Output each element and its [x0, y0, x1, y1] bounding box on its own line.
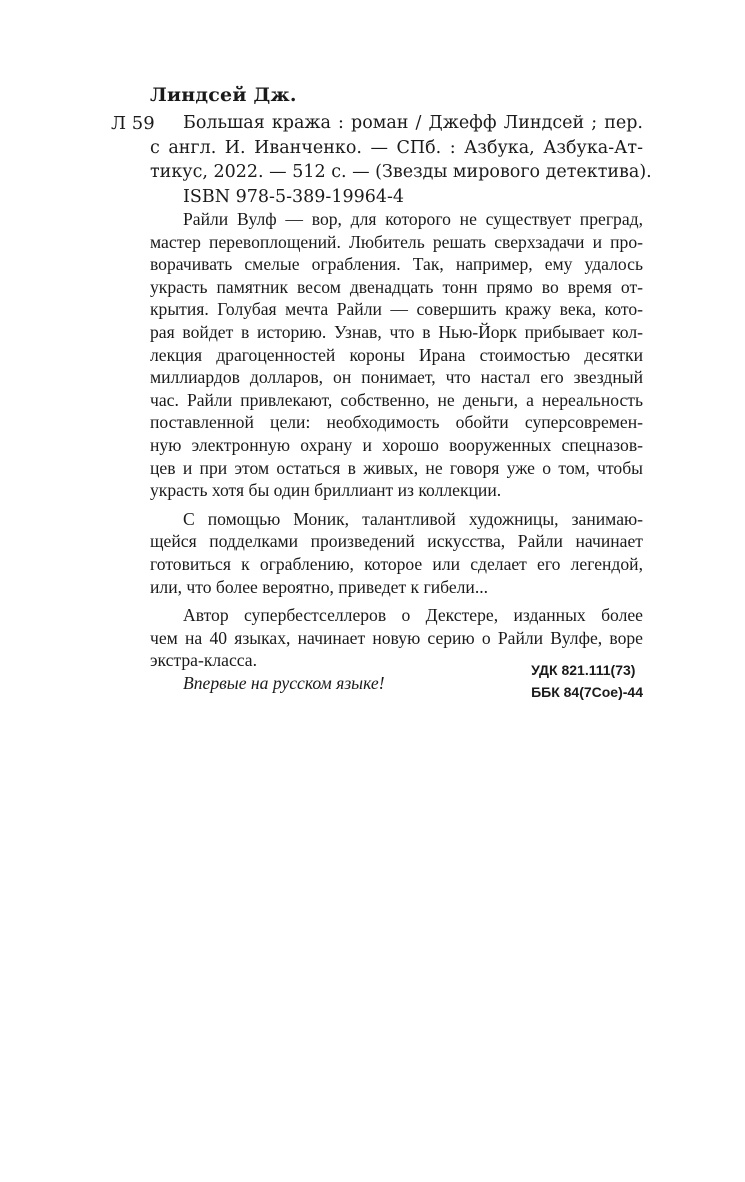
- classification-codes: [531, 659, 643, 703]
- catalog-code: Л 59: [111, 113, 155, 134]
- annotation: [150, 208, 643, 694]
- annotation-line: С помощью Моник, талантливой художницы, занимаю-: [183, 508, 643, 529]
- annotation-line: или, что более вероятно, приведет к гибели...: [150, 576, 489, 597]
- bibliographic-record: [150, 111, 652, 209]
- bib-line: тикус, 2022. — 512 с. — (Звезды мирового детектива).: [150, 162, 652, 182]
- annotation-line: цев и при этом остаться в живых, не говоря уже о том, чтобы: [150, 457, 643, 478]
- bib-line: с англ. И. Иванченко. — СПб. : Азбука, Азбука-Ат-: [150, 137, 643, 158]
- annotation-line: миллиардов долларов, он понимает, что настал его звездный: [150, 367, 643, 388]
- annotation-line: готовиться к ограблению, которое или сделает его легендой,: [150, 553, 643, 574]
- annotation-line: украсть памятник весом двенадцать тонн прямо во время от-: [150, 276, 643, 297]
- annotation-line: мастер перевоплощений. Любитель решать сверхзадачи и про-: [150, 231, 643, 252]
- annotation-line: чем на 40 языках, начинает новую серию о Райли Вулфе, воре: [150, 627, 643, 648]
- annotation-line: крытия. Голубая мечта Райли — совершить кражу века, кото-: [150, 299, 643, 320]
- author-heading: Линдсей Дж.: [150, 84, 297, 106]
- annotation-line: щейся подделками произведений искусства, Райли начинает: [150, 531, 643, 552]
- annotation-line: Райли Вулф — вор, для которого не существует преград,: [183, 209, 643, 229]
- annotation-line: поставленной цели: необходимость обойти суперсовремен-: [150, 412, 643, 433]
- annotation-line: экстра-класса.: [150, 650, 258, 671]
- annotation-line: ворачивать смелые ограбления. Так, например, ему удалось: [150, 254, 643, 275]
- annotation-line: лекция драгоценностей короны Ирана стоимостью десятки: [150, 344, 643, 365]
- slogan: Впервые на русском языке!: [183, 672, 385, 693]
- bbk-code: ББК 84(7Сое)-44: [531, 684, 643, 700]
- annotation-line: Автор супербестселлеров о Декстере, изданных более: [183, 605, 643, 626]
- annotation-line: ную электронную охрану и хорошо вооруженных спецназов-: [150, 434, 643, 455]
- isbn: ISBN 978-5-389-19964-4: [183, 186, 405, 207]
- annotation-line: рая войдет в историю. Узнав, что в Нью-Йорк прибывает кол-: [150, 321, 643, 342]
- annotation-line: час. Райли привлекают, собственно, не деньги, а нереальность: [150, 389, 643, 410]
- annotation-line: украсть хотя бы один бриллиант из коллекции.: [150, 480, 502, 501]
- udk-code: УДК 821.111(73): [531, 662, 636, 678]
- bib-line: Большая кража : роман / Джефф Линдсей ; пер.: [183, 113, 643, 133]
